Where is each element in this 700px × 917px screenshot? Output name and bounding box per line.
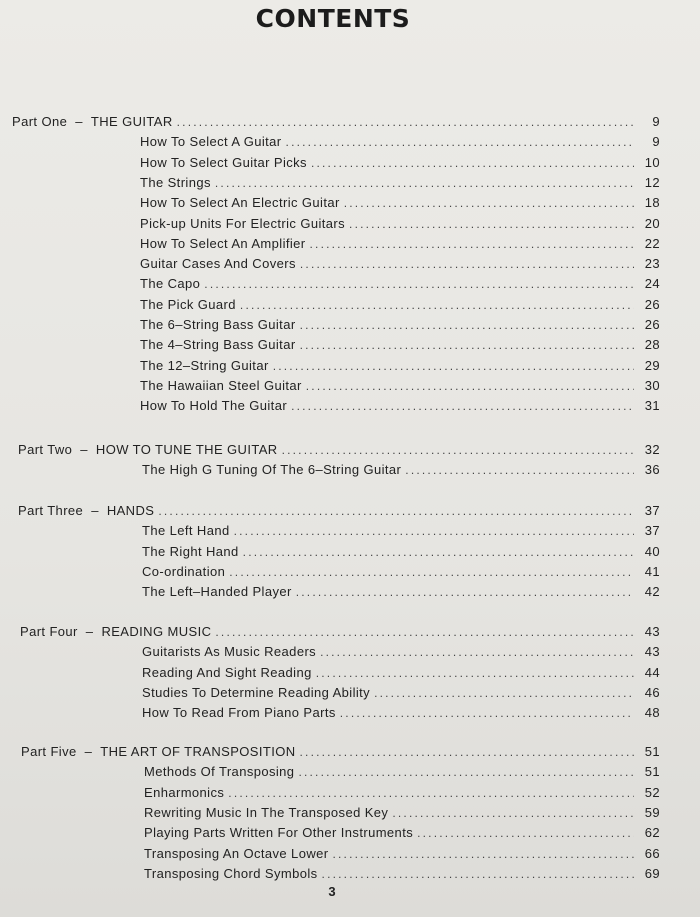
dot-leader	[322, 864, 634, 884]
entry-page-number: 23	[644, 256, 660, 272]
toc-entry[interactable]	[142, 582, 660, 602]
part-dash: –	[75, 114, 83, 129]
entry-title: Transposing An Octave Lower	[144, 845, 329, 861]
part-dash: –	[91, 503, 99, 518]
entry-title: How To Select An Amplifier	[140, 235, 306, 251]
entry-title: Guitar Cases And Covers	[140, 256, 296, 272]
entry-page-number: 59	[644, 804, 660, 820]
entry-title: The High G Tuning Of The 6–String Guitar	[142, 462, 402, 478]
entry-page-number: 10	[644, 154, 660, 170]
entry-title: How To Select Guitar Picks	[140, 154, 307, 170]
entry-page-number: 37	[644, 523, 660, 539]
entry-title: The Left–Handed Player	[142, 584, 292, 600]
dot-leader	[405, 460, 634, 480]
part-dash: –	[84, 744, 93, 759]
entry-title: The Hawaiian Steel Guitar	[140, 377, 302, 393]
part-dash: –	[85, 624, 94, 639]
entry-title: The Right Hand	[142, 543, 239, 559]
entry-page-number: 69	[644, 865, 660, 881]
entry-page-number: 52	[644, 784, 660, 800]
part-label: Part Three	[18, 503, 84, 518]
entry-page-number: 26	[644, 317, 660, 332]
part-title: THE ART OF TRANSPOSITION	[100, 744, 296, 759]
entry-page-number: 48	[644, 705, 660, 721]
toc-entry[interactable]	[140, 356, 660, 376]
entry-page-number: 24	[644, 276, 660, 292]
dot-leader	[243, 542, 634, 562]
part-title: READING MUSIC	[101, 624, 212, 639]
toc-entry[interactable]	[140, 295, 660, 315]
entry-title: Transposing Chord Symbols	[144, 865, 318, 881]
part-heading[interactable]	[12, 112, 660, 132]
page-title: CONTENTS	[255, 4, 411, 33]
entry-title: The 4–String Bass Guitar	[140, 337, 296, 353]
entry-page-number: 18	[644, 195, 660, 211]
entry-page-number: 29	[644, 357, 660, 373]
dot-leader	[300, 315, 634, 335]
dot-leader	[177, 112, 634, 132]
entry-page-number: 62	[644, 825, 660, 841]
toc-entry[interactable]	[144, 864, 660, 884]
entry-title: How To Select A Guitar	[140, 134, 282, 150]
entry-page-number: 9	[652, 134, 660, 150]
toc-entry[interactable]	[140, 193, 660, 213]
toc-entry[interactable]	[140, 132, 660, 152]
dot-leader	[300, 742, 634, 762]
entry-page-number: 42	[644, 584, 660, 600]
part-page-number: 9	[652, 114, 660, 129]
entry-title: How To Hold The Guitar	[140, 398, 288, 414]
entry-title: Rewriting Music In The Transposed Key	[144, 804, 389, 820]
part-label: Part Five	[21, 744, 77, 759]
entry-page-number: 31	[644, 398, 660, 414]
dot-leader	[332, 844, 634, 864]
part-title: HOW TO TUNE THE GUITAR	[95, 442, 278, 457]
part-heading[interactable]	[21, 742, 660, 762]
entry-page-number: 20	[644, 215, 660, 231]
entry-page-number: 26	[644, 296, 660, 312]
entry-title: Pick-up Units For Electric Guitars	[140, 215, 346, 231]
dot-leader	[300, 254, 634, 274]
dot-leader	[340, 703, 634, 723]
entry-title: Playing Parts Written For Other Instruments	[144, 825, 414, 841]
dot-leader	[300, 335, 634, 355]
entry-page-number: 43	[644, 644, 660, 660]
toc-entry[interactable]	[144, 803, 660, 823]
dot-leader	[229, 562, 634, 582]
dot-leader	[316, 663, 634, 683]
dot-leader	[228, 783, 634, 803]
part-heading[interactable]	[20, 622, 660, 642]
entry-page-number: 22	[644, 235, 660, 251]
toc-entry[interactable]	[140, 335, 660, 355]
toc-entry[interactable]	[140, 376, 660, 396]
dot-leader	[296, 582, 634, 602]
entry-page-number: 36	[644, 462, 660, 478]
part-label: Part Two	[18, 442, 73, 457]
toc-entry[interactable]	[142, 562, 660, 582]
toc-entry[interactable]	[140, 173, 660, 193]
entry-title: Guitarists As Music Readers	[142, 644, 317, 660]
part-page-number: 32	[644, 442, 660, 457]
part-title: HANDS	[106, 503, 155, 518]
dot-leader	[215, 622, 634, 642]
dot-leader	[273, 356, 634, 376]
part-title: THE GUITAR	[90, 114, 173, 129]
entry-page-number: 51	[644, 764, 660, 780]
entry-page-number: 30	[644, 377, 660, 393]
dot-leader	[310, 234, 634, 254]
part-heading[interactable]	[18, 440, 660, 460]
entry-title: How To Select An Electric Guitar	[140, 195, 340, 211]
entry-page-number: 40	[644, 543, 660, 559]
entry-title: Enharmonics	[144, 784, 225, 800]
part-page-number: 51	[644, 744, 660, 759]
part-label: Part One	[12, 114, 68, 129]
dot-leader	[374, 683, 634, 703]
toc-entry[interactable]	[140, 234, 660, 254]
entry-title: The 12–String Guitar	[140, 357, 269, 373]
entry-title: The Left Hand	[142, 523, 230, 539]
entry-title: The 6–String Bass Guitar	[140, 317, 296, 332]
toc-entry[interactable]	[140, 153, 660, 173]
dot-leader	[344, 193, 634, 213]
toc-entry[interactable]	[142, 703, 660, 723]
dot-leader	[215, 173, 634, 193]
part-heading[interactable]	[18, 501, 660, 521]
page-number: 3	[328, 884, 336, 899]
entry-title: The Pick Guard	[140, 296, 236, 312]
entry-page-number: 41	[644, 563, 660, 579]
entry-title: Co-ordination	[142, 563, 226, 579]
toc-entry[interactable]	[140, 254, 660, 274]
toc-entry[interactable]	[140, 396, 660, 416]
toc-entry[interactable]	[144, 844, 660, 864]
dot-leader	[417, 823, 634, 843]
dot-leader	[158, 501, 634, 521]
entry-title: Methods Of Transposing	[144, 764, 295, 780]
toc-entry[interactable]	[142, 542, 660, 562]
entry-page-number: 28	[644, 337, 660, 353]
toc-entry[interactable]	[142, 521, 660, 541]
entry-page-number: 44	[644, 664, 660, 680]
dot-leader	[349, 214, 634, 234]
dot-leader	[306, 376, 634, 396]
toc-entry[interactable]	[140, 315, 660, 335]
dot-leader	[240, 295, 634, 315]
entry-title: The Capo	[140, 276, 201, 292]
entry-title: Reading And Sight Reading	[142, 664, 312, 680]
dot-leader	[311, 153, 634, 173]
toc-entry[interactable]	[142, 460, 660, 480]
dot-leader	[320, 642, 634, 662]
toc-entry[interactable]	[144, 783, 660, 803]
entry-title: Studies To Determine Reading Ability	[142, 684, 371, 700]
part-label: Part Four	[20, 624, 78, 639]
toc-entry[interactable]	[140, 274, 660, 294]
entry-page-number: 12	[644, 174, 660, 190]
entry-page-number: 66	[644, 845, 660, 861]
toc-entry[interactable]	[142, 663, 660, 683]
toc-entry[interactable]	[144, 762, 660, 782]
dot-leader	[291, 396, 634, 416]
toc-entry[interactable]	[142, 642, 660, 662]
part-dash: –	[80, 442, 88, 457]
dot-leader	[392, 803, 634, 823]
part-page-number: 43	[644, 624, 660, 639]
entry-title: The Strings	[140, 174, 211, 190]
dot-leader	[234, 521, 634, 541]
dot-leader	[282, 440, 634, 460]
entry-page-number: 46	[644, 684, 660, 700]
dot-leader	[204, 274, 634, 294]
toc-entry[interactable]	[140, 214, 660, 234]
toc-entry[interactable]	[144, 823, 660, 843]
entry-title: How To Read From Piano Parts	[142, 705, 336, 721]
toc-entry[interactable]	[142, 683, 660, 703]
part-page-number: 37	[644, 503, 660, 518]
dot-leader	[298, 762, 634, 782]
dot-leader	[286, 132, 634, 152]
